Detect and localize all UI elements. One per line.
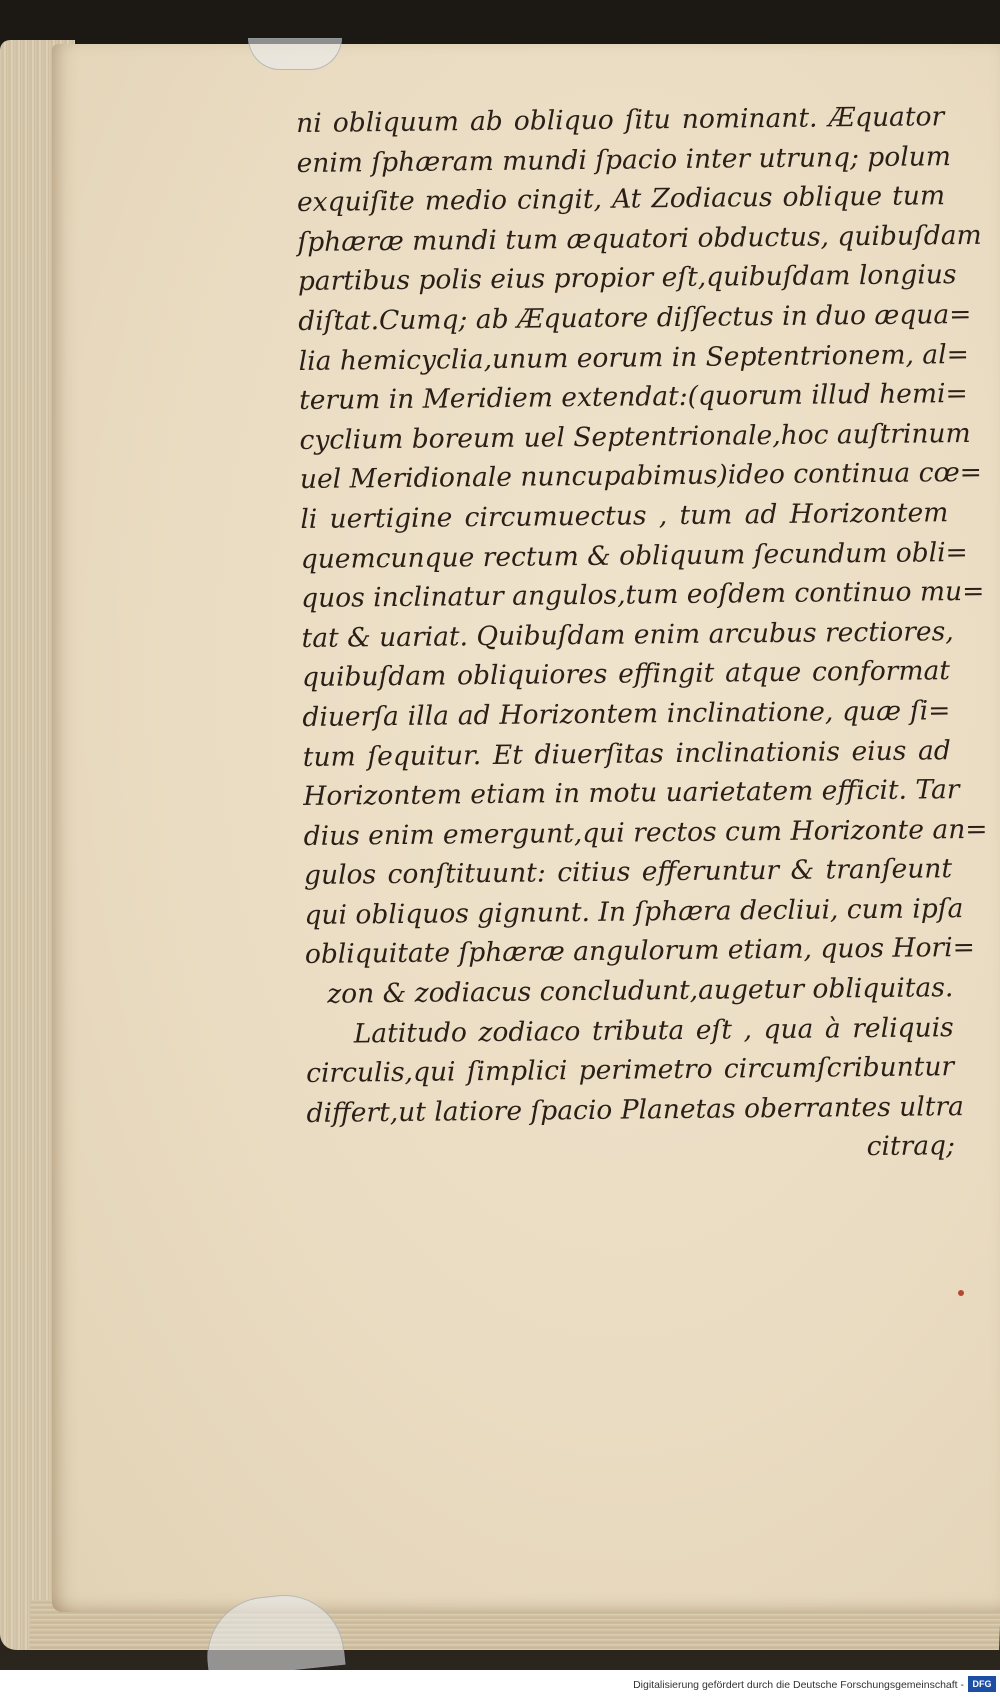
text-line: tum ſequitur. Et diuerſitas inclinationis eius ad bbox=[302, 734, 951, 773]
text-line: Horizontem etiam in motu uarietatem efficit. Tar bbox=[303, 774, 960, 813]
text-line: circulis,qui ſimplici perimetro circumſcribuntur bbox=[305, 1051, 955, 1090]
text-line: diuerſa illa ad Horizontem inclinatione, quæ ſi= bbox=[302, 695, 951, 733]
text-line: cyclium boreum uel Septentrionale,hoc auſtrinum bbox=[299, 417, 971, 456]
footer-bar bbox=[0, 1670, 1000, 1700]
text-line: quibuſdam obliquiores effingit atque conformat bbox=[301, 655, 951, 694]
text-line: lia hemicyclia,unum eorum in Septentrionem, al= bbox=[298, 338, 969, 377]
text-line: tat & uariat. Quibuſdam enim arcubus rectiores, bbox=[301, 615, 954, 654]
dfg-logo: DFG bbox=[968, 1676, 996, 1692]
text-line: diſtat.Cumq; ab Æquatore diſſectus in duo æqua= bbox=[298, 298, 972, 337]
text-line: dius enim emergunt,qui rectos cum Horizonte an= bbox=[303, 813, 988, 852]
text-line: obliquitate ſphæræ angulorum etiam, quos Hori= bbox=[304, 932, 975, 971]
text-line: enim ſphæram mundi ſpacio inter utrunq; polum bbox=[296, 140, 952, 179]
text-line: zon & zodiacus concludunt,augetur obliquitas. bbox=[327, 972, 954, 1010]
catchword: citraq; bbox=[866, 1130, 956, 1163]
text-line: qui obliquos gignunt. In ſphæra decliui, cum ipſa bbox=[304, 892, 964, 931]
text-line-indented: Latitudo zodiaco tributa eſt , qua à reliquis bbox=[353, 1011, 954, 1050]
text-line: ſphæræ mundi tum æquatori obductus, quibuſdam bbox=[297, 219, 982, 258]
text-line: gulos conſtituunt: citius efferuntur & tranſeunt bbox=[303, 853, 953, 892]
text-line: ni obliquum ab obliquo ſitu nominant. Æquator bbox=[296, 101, 945, 139]
funding-credit: Digitalisierung gefördert durch die Deutsche Forschungsgemeinschaft - bbox=[633, 1679, 964, 1691]
text-line: li uertigine circumuectus , tum ad Horizontem bbox=[300, 497, 949, 535]
text-line: quos inclinatur angulos,tum eoſdem continuo mu= bbox=[301, 575, 985, 615]
text-line: uel Meridionale nuncupabimus)ideo continua cœ= bbox=[299, 457, 983, 496]
ink-stain bbox=[958, 1290, 964, 1296]
text-line: quemcunque rectum & obliquum ſecundum obli= bbox=[300, 536, 968, 575]
page-text bbox=[296, 97, 988, 1173]
text-line: partibus polis eius propior eſt,quibuſdam longius bbox=[297, 259, 957, 298]
text-line: differt,ut latiore ſpacio Planetas oberrantes ultra bbox=[306, 1090, 965, 1129]
text-line: exquiſite medio cingit, At Zodiacus oblique tum bbox=[296, 180, 946, 219]
text-line: terum in Meridiem extendat:(quorum illud hemi= bbox=[298, 378, 968, 417]
